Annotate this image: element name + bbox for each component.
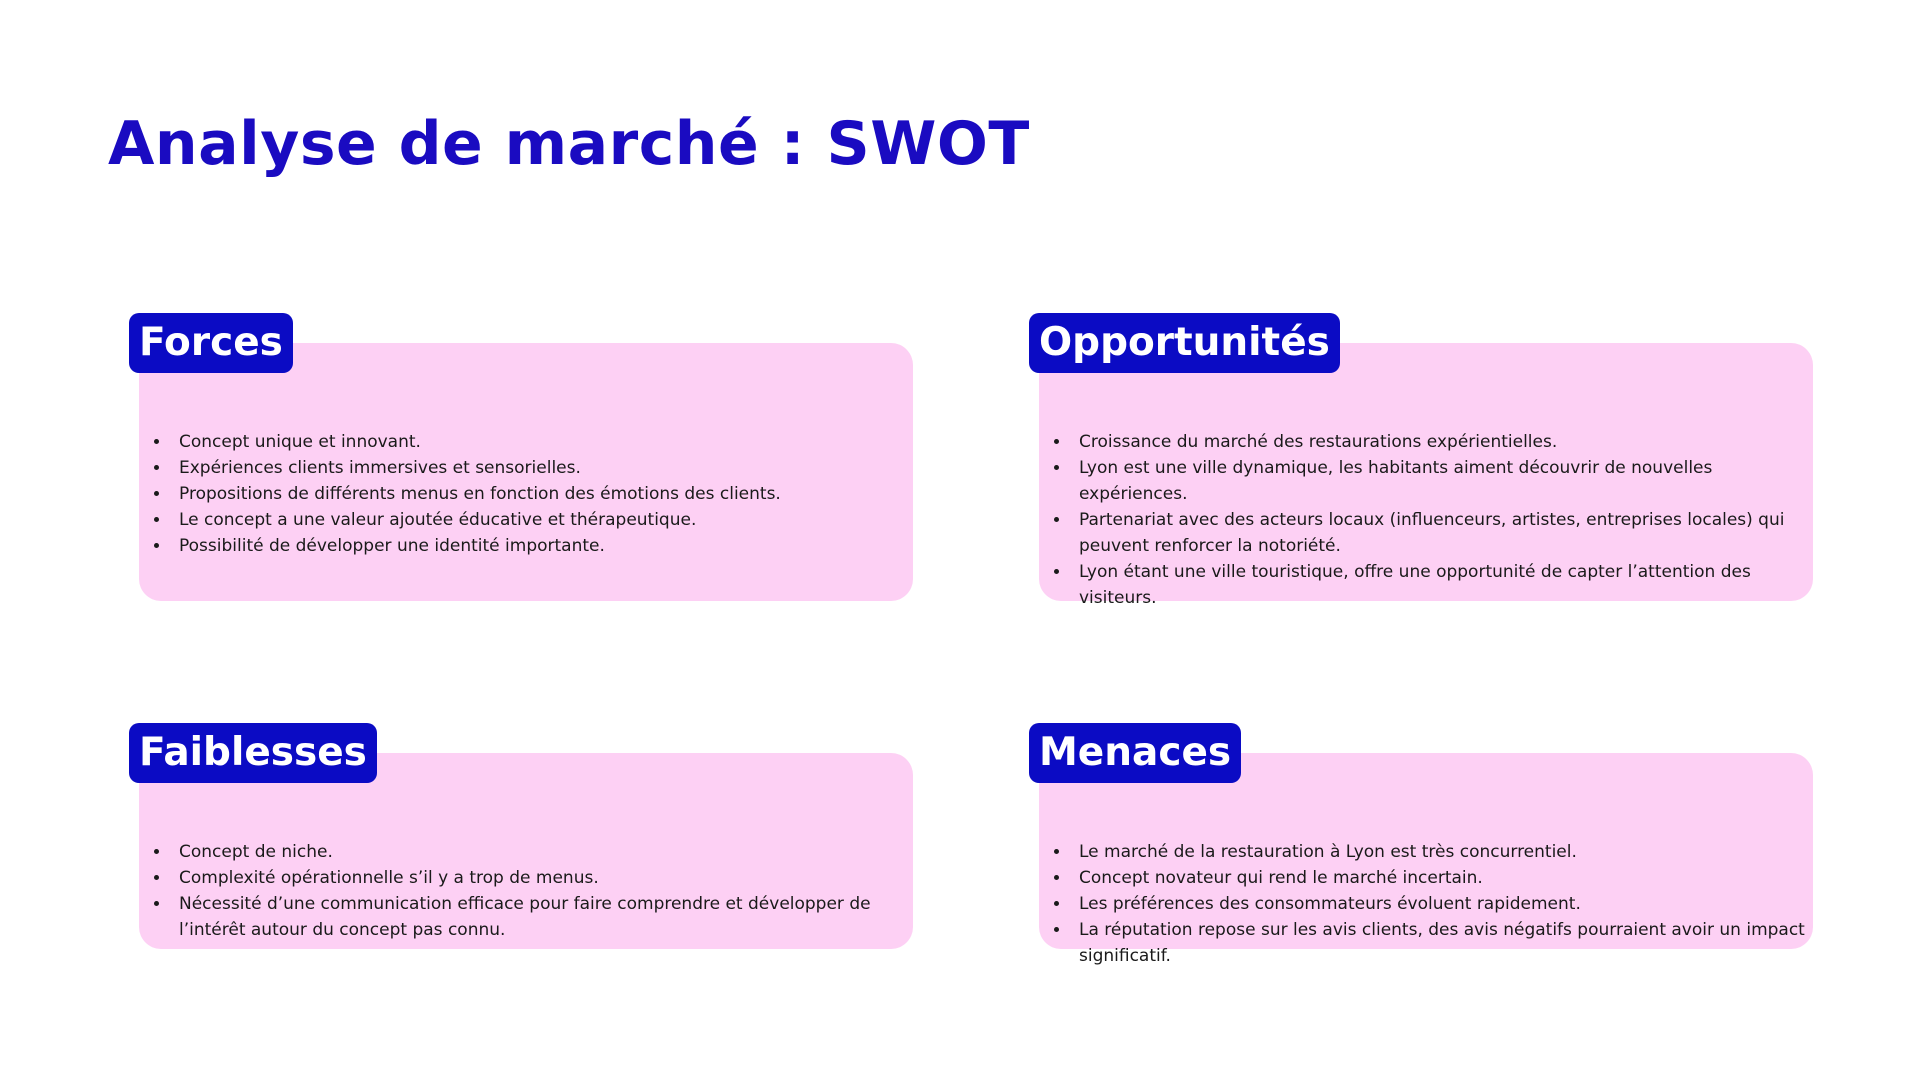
- list-item: • Le marché de la restauration à Lyon est très concurrentiel.: [1071, 839, 1821, 865]
- menaces-label: Menaces: [1029, 723, 1241, 783]
- page-title: Analyse de marché : SWOT: [108, 109, 1030, 179]
- forces-list: [149, 429, 921, 559]
- opportunites-label: Opportunités: [1029, 313, 1340, 373]
- opportunites-list: [1049, 429, 1821, 611]
- list-item: • Lyon étant une ville touristique, offre une opportunité de capter l’attention des visiteurs.: [1071, 559, 1821, 611]
- list-item: • Concept de niche.: [171, 839, 921, 865]
- list-item: • La réputation repose sur les avis clients, des avis négatifs pourraient avoir un impact significatif.: [1071, 917, 1821, 969]
- list-item: • Croissance du marché des restaurations expérientielles.: [1071, 429, 1821, 455]
- list-item: • Propositions de différents menus en fonction des émotions des clients.: [171, 481, 921, 507]
- list-item: • Possibilité de développer une identité importante.: [171, 533, 921, 559]
- list-item: • Nécessité d’une communication efficace pour faire comprendre et développer de l’intérêt autour du concept pas connu.: [171, 891, 921, 943]
- forces-box: [139, 343, 913, 601]
- faiblesses-label: Faiblesses: [129, 723, 377, 783]
- opportunites-box: [1039, 343, 1813, 608]
- list-item: • Complexité opérationnelle s’il y a trop de menus.: [171, 865, 921, 891]
- list-item: • Partenariat avec des acteurs locaux (influenceurs, artistes, entreprises locales) qui peuvent renforcer la notoriété.: [1071, 507, 1821, 559]
- forces-label: Forces: [129, 313, 293, 373]
- list-item: • Concept unique et innovant.: [171, 429, 921, 455]
- faiblesses-list: [149, 839, 921, 943]
- list-item: • Le concept a une valeur ajoutée éducative et thérapeutique.: [171, 507, 921, 533]
- list-item: • Les préférences des consommateurs évoluent rapidement.: [1071, 891, 1821, 917]
- list-item: • Expériences clients immersives et sensorielles.: [171, 455, 921, 481]
- list-item: • Concept novateur qui rend le marché incertain.: [1071, 865, 1821, 891]
- list-item: • Lyon est une ville dynamique, les habitants aiment découvrir de nouvelles expériences.: [1071, 455, 1821, 507]
- menaces-list: [1049, 839, 1821, 969]
